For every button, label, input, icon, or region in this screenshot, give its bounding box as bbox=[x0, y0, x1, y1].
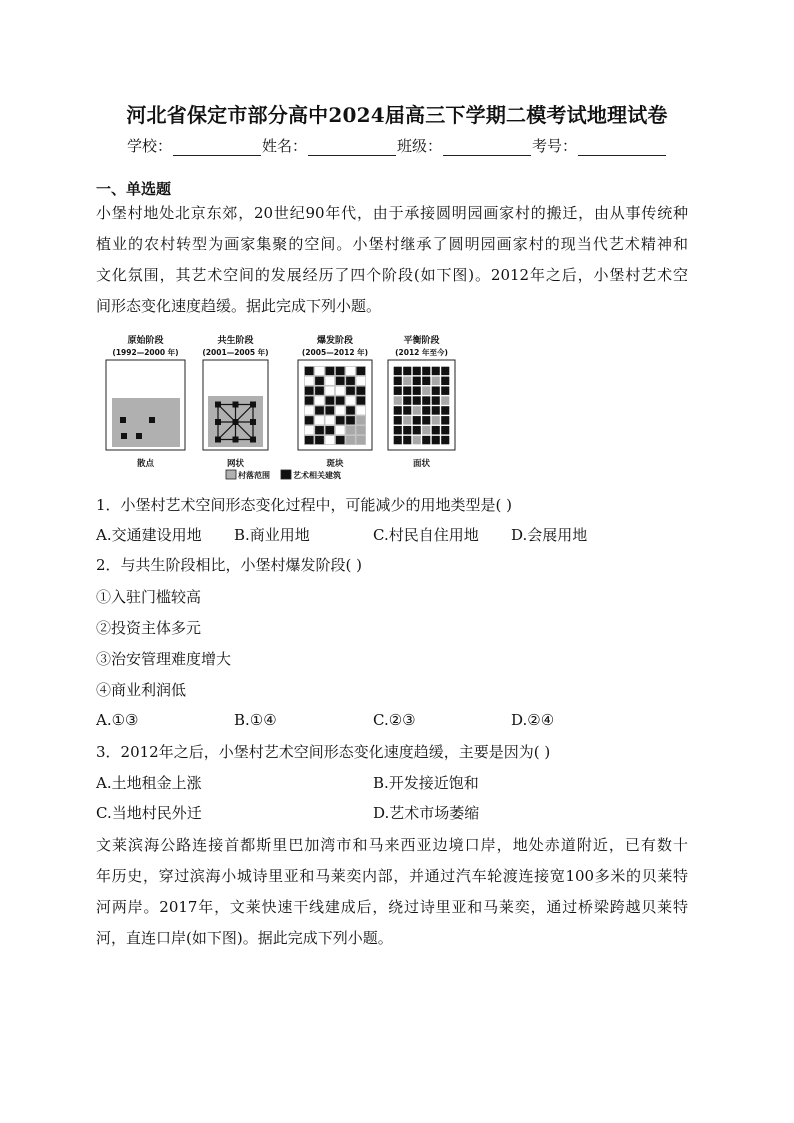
student-info-line bbox=[0, 136, 794, 156]
open-space-cell bbox=[336, 406, 345, 414]
art-building-cell bbox=[305, 367, 314, 375]
school-label: 学校： bbox=[126, 137, 172, 155]
art-building-cell bbox=[346, 406, 355, 414]
art-building-cell bbox=[305, 387, 314, 395]
village-cell bbox=[441, 396, 449, 404]
panel-stage-title: 平衡阶段 bbox=[403, 336, 440, 346]
art-building-cell bbox=[432, 386, 440, 394]
passage-line: 植业的农村转型为画家集聚的空间。小堡村继承了圆明园画家村的现当代艺术精神和 bbox=[96, 235, 688, 253]
panel-original-stage bbox=[106, 334, 185, 469]
open-space-cell bbox=[315, 396, 324, 404]
art-building-cell bbox=[394, 406, 402, 414]
art-building-cell bbox=[394, 426, 402, 434]
art-building-dot bbox=[136, 433, 142, 439]
village-cell bbox=[346, 426, 355, 434]
art-building-node bbox=[250, 437, 256, 443]
art-building-node bbox=[233, 419, 239, 425]
question-3-options-row-1 bbox=[96, 773, 573, 793]
panel-stage-title: 原始阶段 bbox=[127, 336, 164, 346]
panel-shape-label: 斑块 bbox=[326, 459, 344, 469]
open-space-cell bbox=[325, 377, 334, 385]
open-space-cell bbox=[336, 426, 345, 434]
art-building-node bbox=[215, 437, 221, 443]
passage-line: 河两岸。2017年，文莱快速干线建成后，绕过诗里亚和马莱奕，通过桥梁跨越贝莱特 bbox=[96, 898, 688, 916]
legend-swatch-village bbox=[226, 470, 236, 479]
option-a: A.土地租金上涨 bbox=[96, 774, 202, 792]
passage-line: 年历史，穿过滨海小城诗里亚和马莱奕内部，并通过汽车轮渡连接宽100多米的贝莱特 bbox=[96, 867, 688, 885]
school-blank bbox=[173, 138, 261, 156]
option-d: D.艺术市场萎缩 bbox=[373, 804, 480, 822]
art-building-cell bbox=[441, 406, 449, 414]
art-building-cell bbox=[422, 416, 430, 424]
village-cell bbox=[403, 416, 411, 424]
art-building-node bbox=[250, 402, 256, 408]
village-cell bbox=[403, 377, 411, 385]
passage-line: 文莱滨海公路连接首都斯里巴加湾市和马来西亚边境口岸，地处赤道附近，已有数十 bbox=[96, 836, 688, 854]
open-space-cell bbox=[346, 367, 355, 375]
art-building-cell bbox=[403, 396, 411, 404]
art-building-cell bbox=[325, 367, 334, 375]
art-building-cell bbox=[305, 396, 314, 404]
panel-explosion-stage bbox=[298, 334, 372, 469]
village-cell bbox=[413, 406, 421, 414]
art-building-cell bbox=[413, 386, 421, 394]
panel-shape-label: 网状 bbox=[226, 459, 245, 469]
art-building-cell bbox=[441, 416, 449, 424]
village-cell bbox=[356, 436, 365, 444]
art-building-cell bbox=[432, 436, 440, 444]
art-building-dot bbox=[121, 433, 127, 439]
open-space-cell bbox=[315, 416, 324, 424]
art-building-cell bbox=[422, 367, 430, 375]
option-a: A.交通建设用地 bbox=[96, 526, 202, 544]
statement-1: ①入驻门槛较高 bbox=[96, 588, 202, 606]
passage-2 bbox=[96, 830, 688, 954]
question-3-options-row-2 bbox=[96, 803, 573, 823]
panel-shape-label: 散点 bbox=[136, 459, 155, 469]
art-building-cell bbox=[315, 436, 324, 444]
art-building-cell bbox=[441, 367, 449, 375]
name-blank bbox=[308, 138, 396, 156]
exam-number-blank bbox=[578, 138, 666, 156]
art-building-cell bbox=[432, 406, 440, 414]
passage-line: 河，直连口岸(如下图)。据此完成下列小题。 bbox=[96, 929, 393, 947]
art-building-cell bbox=[336, 396, 345, 404]
village-cell bbox=[432, 377, 440, 385]
art-building-cell bbox=[413, 426, 421, 434]
class-label: 班级： bbox=[397, 137, 443, 155]
village-cell bbox=[422, 386, 430, 394]
legend-label-art-building: 艺术相关建筑 bbox=[293, 471, 341, 480]
village-cell bbox=[394, 396, 402, 404]
art-building-node bbox=[215, 402, 221, 408]
art-building-cell bbox=[403, 386, 411, 394]
passage-1 bbox=[96, 198, 688, 322]
exam-title: 河北省保定市部分高中2024届高三下学期二模考试地理试卷 bbox=[126, 103, 668, 127]
art-building-cell bbox=[315, 377, 324, 385]
passage-line: 间形态变化速度趋缓。据此完成下列小题。 bbox=[96, 297, 382, 315]
open-space-cell bbox=[325, 436, 334, 444]
art-building-cell bbox=[403, 426, 411, 434]
open-space-cell bbox=[305, 377, 314, 385]
panel-balance-stage bbox=[388, 334, 455, 469]
question-1-options bbox=[96, 525, 681, 545]
question-2-stem: 2．与共生阶段相比，小堡村爆发阶段( ) bbox=[96, 556, 363, 574]
art-building-cell bbox=[305, 416, 314, 424]
village-cell bbox=[356, 416, 365, 424]
village-cell bbox=[413, 436, 421, 444]
art-building-cell bbox=[315, 406, 324, 414]
panel-shape-label: 面状 bbox=[412, 459, 431, 469]
passage-line: 小堡村地处北京东郊，20世纪90年代，由于承接圆明园画家村的搬迁，由从事传统种 bbox=[96, 204, 688, 222]
open-space-cell bbox=[325, 387, 334, 395]
art-building-cell bbox=[432, 396, 440, 404]
question-3-stem: 3．2012年之后，小堡村艺术空间形态变化速度趋缓，主要是因为( ) bbox=[96, 743, 551, 761]
art-building-cell bbox=[315, 387, 324, 395]
open-space-cell bbox=[305, 426, 314, 434]
art-building-cell bbox=[356, 396, 365, 404]
statement-4: ④商业利润低 bbox=[96, 681, 187, 699]
open-space-cell bbox=[325, 416, 334, 424]
open-space-cell bbox=[356, 406, 365, 414]
village-cell bbox=[346, 436, 355, 444]
panel-stage-years: (2001—2005 年) bbox=[202, 348, 269, 357]
option-c: C.当地村民外迁 bbox=[96, 804, 202, 822]
art-building-cell bbox=[422, 406, 430, 414]
panel-stage-years: (1992—2000 年) bbox=[112, 348, 179, 357]
section-heading: 一、单选题 bbox=[96, 180, 172, 198]
art-building-cell bbox=[394, 386, 402, 394]
open-space-cell bbox=[305, 406, 314, 414]
class-blank bbox=[443, 138, 531, 156]
art-building-cell bbox=[325, 396, 334, 404]
village-cell bbox=[432, 416, 440, 424]
option-b: B.开发接近饱和 bbox=[373, 774, 479, 792]
question-2-options bbox=[96, 710, 681, 730]
art-building-cell bbox=[336, 436, 345, 444]
art-building-cell bbox=[413, 367, 421, 375]
art-building-cell bbox=[394, 416, 402, 424]
art-building-cell bbox=[394, 367, 402, 375]
art-building-cell bbox=[432, 367, 440, 375]
statement-3: ③治安管理难度增大 bbox=[96, 650, 232, 668]
art-building-cell bbox=[356, 367, 365, 375]
panel-stage-years: (2005—2012 年) bbox=[301, 348, 369, 357]
art-building-cell bbox=[413, 396, 421, 404]
panel-symbiosis-stage bbox=[202, 334, 268, 469]
art-building-cell bbox=[432, 426, 440, 434]
art-building-node bbox=[233, 437, 239, 443]
art-building-cell bbox=[346, 377, 355, 385]
art-building-cell bbox=[441, 436, 449, 444]
open-space-cell bbox=[315, 367, 324, 375]
option-a: A.①③ bbox=[96, 711, 139, 729]
art-space-stage-figure bbox=[100, 328, 460, 484]
art-building-cell bbox=[441, 426, 449, 434]
panel-stage-title: 共生阶段 bbox=[217, 336, 254, 346]
option-c: C.②③ bbox=[373, 711, 416, 729]
legend-label-village: 村落范围 bbox=[238, 471, 270, 480]
art-building-cell bbox=[422, 377, 430, 385]
art-building-cell bbox=[394, 377, 402, 385]
art-building-cell bbox=[346, 416, 355, 424]
option-d: D.会展用地 bbox=[511, 526, 588, 544]
village-cell bbox=[356, 426, 365, 434]
art-building-node bbox=[233, 402, 239, 408]
art-building-cell bbox=[315, 426, 324, 434]
art-building-cell bbox=[403, 406, 411, 414]
art-building-cell bbox=[413, 416, 421, 424]
art-building-cell bbox=[403, 436, 411, 444]
option-b: B.①④ bbox=[234, 711, 277, 729]
art-building-cell bbox=[422, 396, 430, 404]
art-building-cell bbox=[356, 387, 365, 395]
option-c: C.村民自住用地 bbox=[373, 526, 479, 544]
open-space-cell bbox=[346, 396, 355, 404]
art-building-cell bbox=[346, 387, 355, 395]
art-building-cell bbox=[413, 377, 421, 385]
art-building-cell bbox=[325, 406, 334, 414]
open-space-cell bbox=[356, 377, 365, 385]
panel-stage-years: (2012 年至今) bbox=[395, 348, 448, 357]
art-building-cell bbox=[441, 386, 449, 394]
art-building-cell bbox=[325, 426, 334, 434]
art-building-node bbox=[250, 419, 256, 425]
art-building-cell bbox=[441, 377, 449, 385]
art-network bbox=[215, 402, 256, 443]
art-building-cell bbox=[336, 377, 345, 385]
art-building-dot bbox=[149, 417, 155, 423]
option-b: B.商业用地 bbox=[234, 526, 310, 544]
passage-line: 文化氛围，其艺术空间的发展经历了四个阶段(如下图)。2012年之后，小堡村艺术空 bbox=[96, 266, 688, 284]
open-space-cell bbox=[336, 387, 345, 395]
exam-number-label: 考号： bbox=[532, 137, 578, 155]
panel-stage-title: 爆发阶段 bbox=[316, 336, 354, 346]
legend-swatch-art-building bbox=[281, 470, 291, 479]
statement-2: ②投资主体多元 bbox=[96, 619, 202, 637]
art-building-cell bbox=[394, 436, 402, 444]
question-1-stem: 1．小堡村艺术空间形态变化过程中，可能减少的用地类型是( ) bbox=[96, 496, 513, 514]
art-building-cell bbox=[305, 436, 314, 444]
figure-legend bbox=[226, 470, 341, 480]
option-d: D.②④ bbox=[511, 711, 555, 729]
art-building-dot bbox=[120, 417, 126, 423]
name-label: 姓名： bbox=[261, 137, 307, 155]
art-building-node bbox=[215, 419, 221, 425]
village-cell bbox=[422, 426, 430, 434]
art-building-cell bbox=[403, 367, 411, 375]
art-building-cell bbox=[336, 367, 345, 375]
art-building-cell bbox=[422, 436, 430, 444]
art-building-cell bbox=[336, 416, 345, 424]
